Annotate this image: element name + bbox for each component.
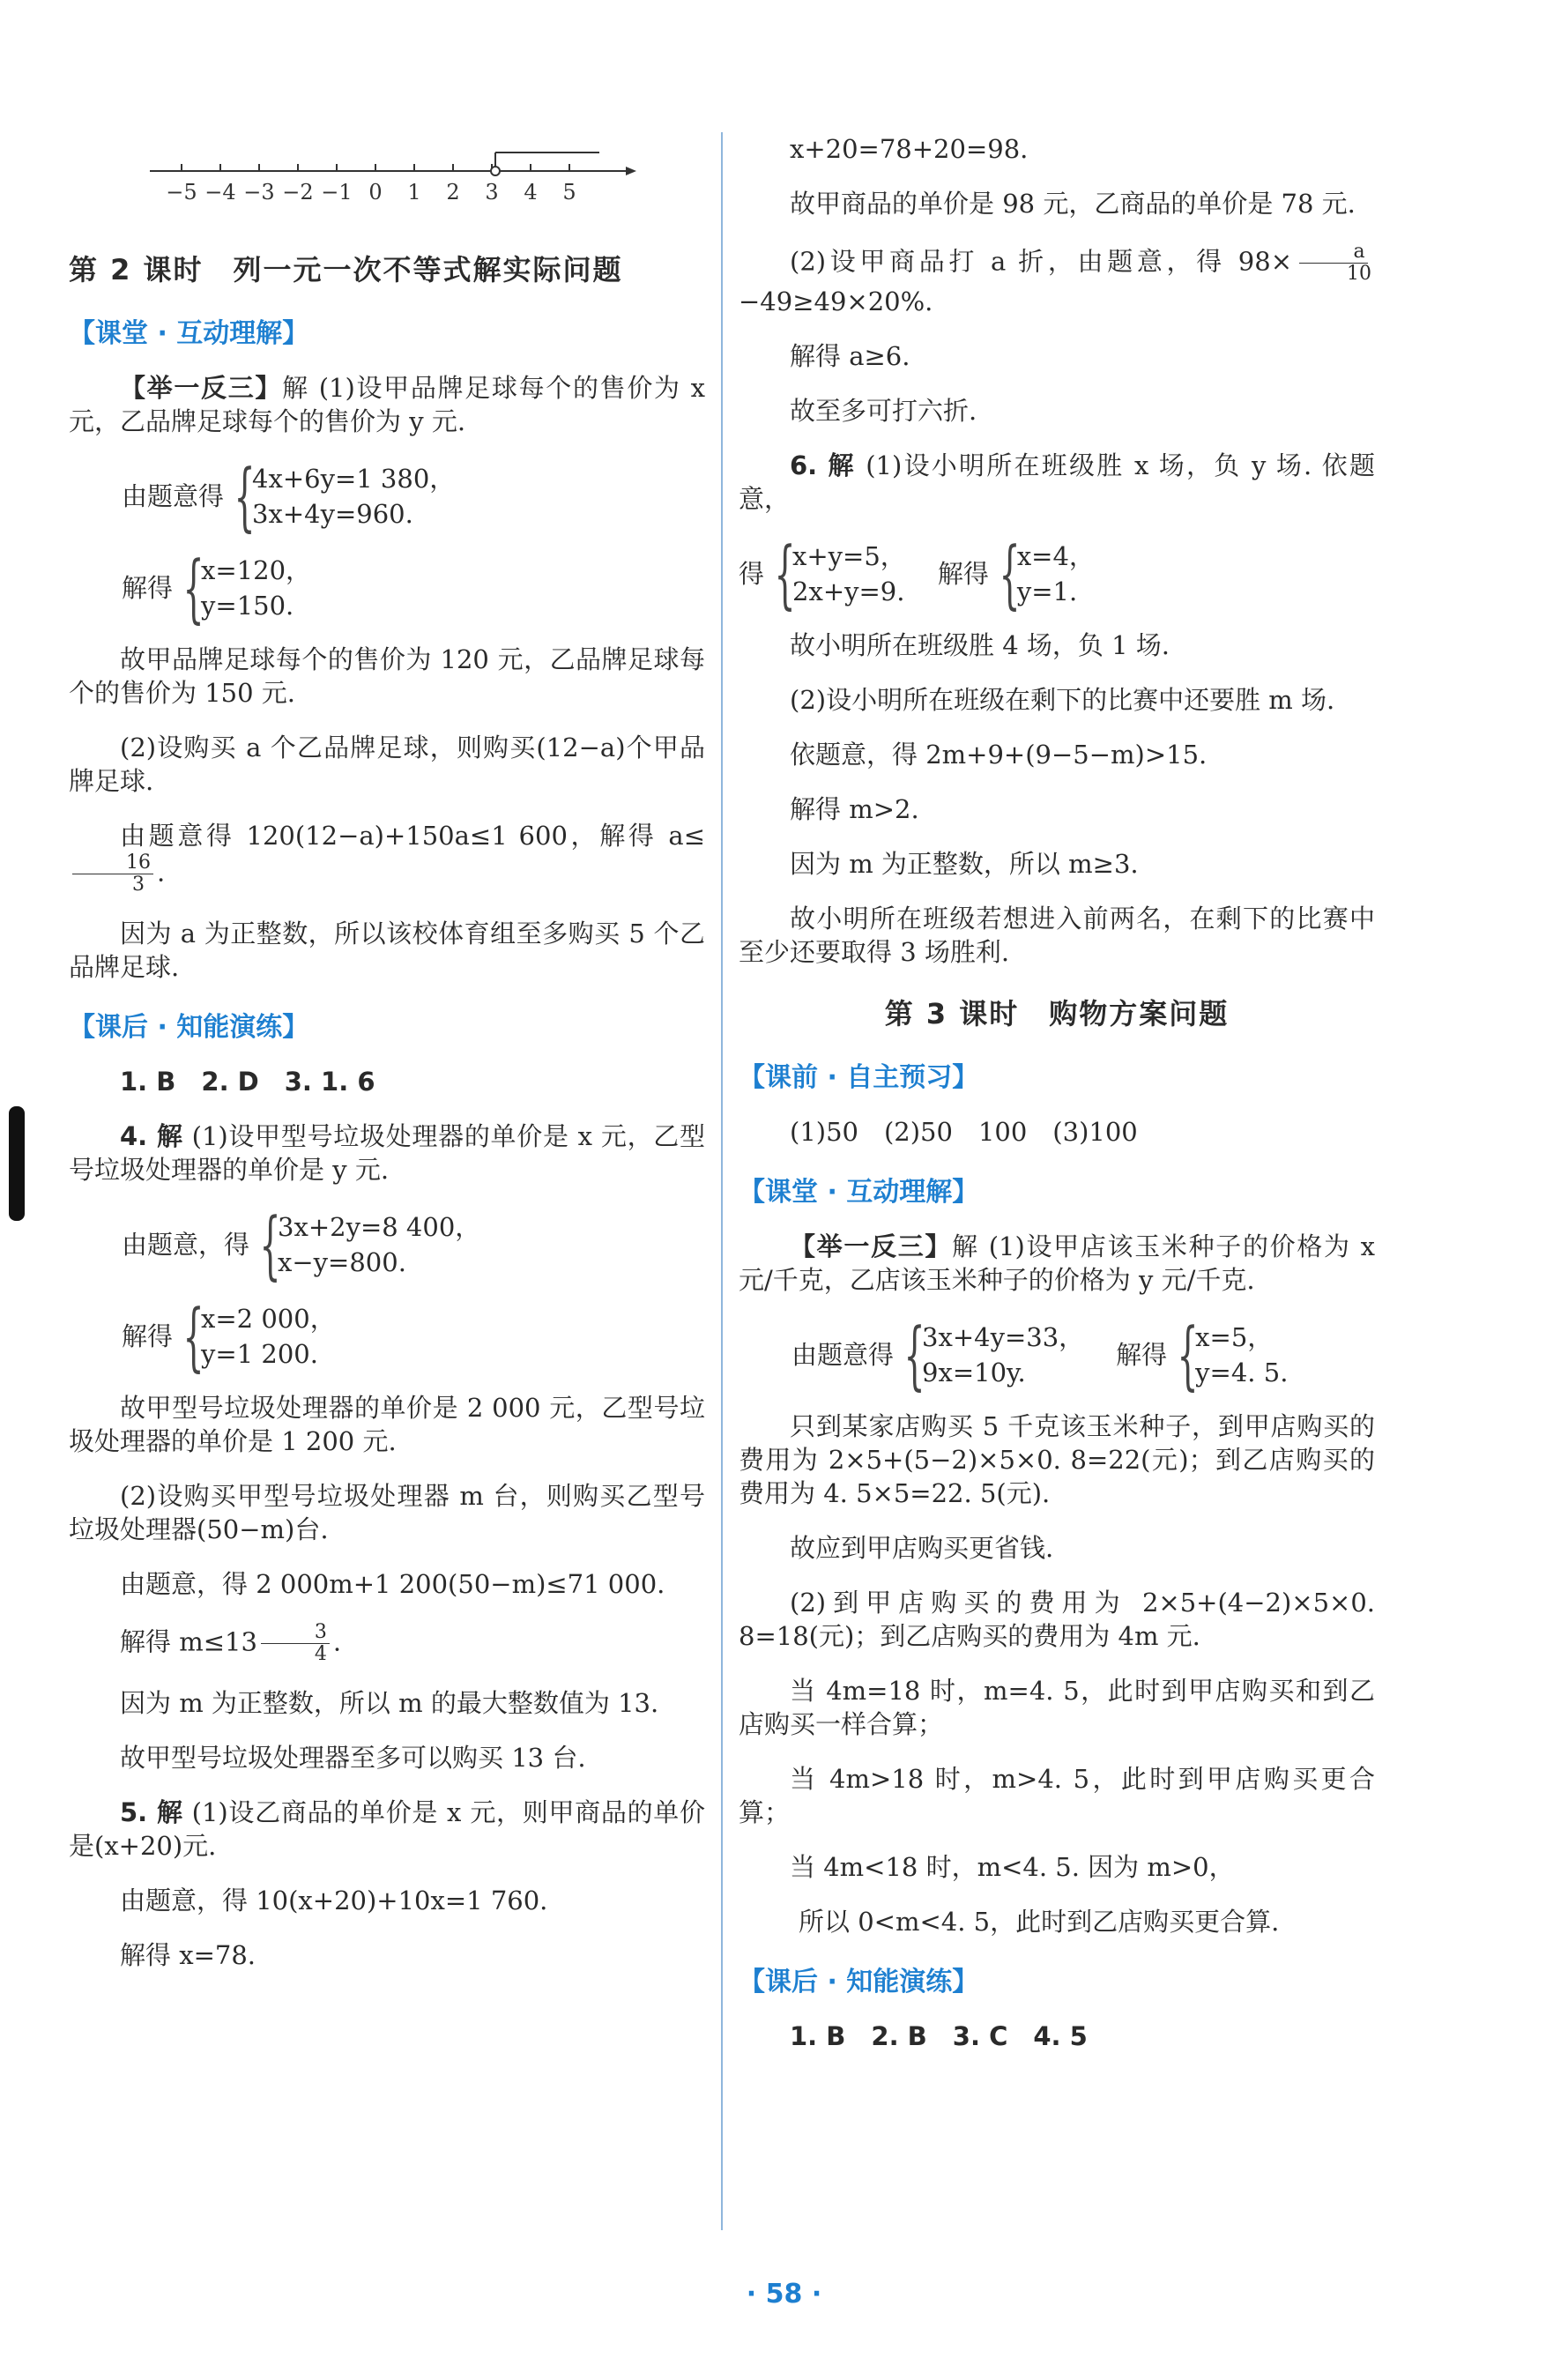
paragraph: 当 4m>18 时，m>4. 5，此时到甲店购买更合算；	[739, 1764, 1375, 1827]
equation: y=4. 5.	[1195, 1358, 1289, 1387]
equation: x=4，	[1016, 541, 1095, 571]
question-text: (1)设乙商品的单价是 x 元，则甲商品的单价是(x+20)元.	[69, 1797, 705, 1861]
example-paragraph	[739, 1230, 1375, 1297]
section-heading-preview: 【课前 · 自主预习】	[739, 1062, 979, 1093]
number-line-label: 0	[368, 180, 383, 205]
preview-answers: (1)50 (2)50 100 (3)100	[790, 1117, 1138, 1147]
example-text: 解 (1)设甲店该玉米种子的价格为 x 元/千克，乙店该玉米种子的价格为 y 元/千克.	[739, 1231, 1375, 1295]
paragraph: 所以 0<m<4. 5，此时到乙店购买更合算.	[799, 1907, 1280, 1937]
equation-system-pair	[791, 1312, 1375, 1398]
question-label: 5. 解	[120, 1797, 183, 1827]
example-text: 解 (1)设甲品牌足球每个的售价为 x 元，乙品牌足球每个的售价为 y 元.	[69, 373, 705, 436]
paragraph: 解得 a≥6.	[790, 341, 910, 371]
number-line-label: −2	[282, 180, 314, 205]
equation: 2x+y=9.	[792, 576, 905, 606]
number-line-label: −1	[321, 180, 353, 205]
example-tag: 【举一反三】	[790, 1231, 953, 1261]
number-line-label: −5	[166, 180, 197, 205]
brace-icon: {	[234, 453, 256, 539]
denominator: 3	[132, 874, 145, 896]
paragraph: 由题意，得 10(x+20)+10x=1 760.	[120, 1886, 548, 1915]
inequality-text: (2)设甲商品打 a 折，由题意，得 98×	[790, 246, 1292, 277]
equation: y=1 200.	[201, 1339, 318, 1369]
example-paragraph	[69, 371, 705, 438]
paragraph: (2)设购买甲型号垃圾处理器 m 台，则购买乙型号垃圾处理器(50−m)台.	[69, 1481, 705, 1544]
paragraph	[69, 819, 705, 896]
equation: 9x=10y.	[922, 1358, 1026, 1387]
inequality-text: −49≥49×20%.	[739, 286, 933, 316]
period: .	[157, 857, 166, 888]
system-label: 解得	[937, 559, 989, 589]
page-number: · 58 ·	[746, 2279, 822, 2310]
section-heading-after-class: 【课后 · 知能演练】	[739, 1967, 979, 1997]
paragraph	[69, 1622, 705, 1665]
question-text: (1)设甲型号垃圾处理器的单价是 x 元，乙型号垃圾处理器的单价是 y 元.	[69, 1121, 705, 1185]
brace-icon: {	[774, 531, 796, 617]
equation: x=5，	[1195, 1322, 1274, 1352]
equation-system	[122, 453, 705, 539]
paragraph: 故至多可打六折.	[790, 396, 977, 426]
section-heading-classroom: 【课堂 · 互动理解】	[739, 1177, 979, 1208]
equation: 3x+4y=33，	[922, 1322, 1085, 1352]
paragraph: (2)设小明所在班级在剩下的比赛中还要胜 m 场.	[790, 685, 1335, 715]
paragraph: 解得 x=78.	[120, 1940, 256, 1970]
denominator: 10	[1347, 263, 1371, 285]
period: .	[332, 1626, 342, 1657]
system-label: 由题意得	[122, 481, 225, 511]
number-line	[150, 150, 643, 212]
brace-icon: {	[903, 1312, 925, 1398]
paragraph: 依题意，得 2m+9+(9−5−m)>15.	[790, 740, 1208, 770]
system-label: 得	[739, 559, 765, 589]
system-label: 解得	[1116, 1340, 1168, 1370]
equation: y=150.	[201, 591, 294, 621]
paragraph: (2)设购买 a 个乙品牌足球，则购买(12−a)个甲品牌足球.	[69, 733, 705, 796]
paragraph: (2)到甲店购买的费用为 2×5+(4−2)×5×0. 8=18(元)；到乙店购买的费用为 4m 元.	[739, 1588, 1375, 1651]
fraction	[261, 1622, 330, 1665]
equation: x+y=5，	[792, 541, 906, 571]
number-line-label: 4	[524, 180, 538, 205]
paragraph: 因为 a 为正整数，所以该校体育组至多购买 5 个乙品牌足球.	[69, 919, 705, 982]
inequality-text: 解得 m≤13	[120, 1626, 257, 1657]
system-label: 由题意，得	[122, 1230, 250, 1260]
column-divider	[721, 132, 723, 2230]
numerator: 3	[261, 1622, 330, 1644]
system-label: 由题意得	[791, 1340, 895, 1370]
equation: 3x+2y=8 400，	[278, 1212, 481, 1242]
equation-system	[122, 545, 705, 631]
right-column	[739, 132, 1375, 2074]
paragraph: 当 4m<18 时，m<4. 5. 因为 m>0，	[790, 1852, 1235, 1882]
brace-icon: {	[1177, 1312, 1199, 1398]
brace-icon: {	[182, 545, 204, 631]
question-5-paragraph	[69, 1796, 705, 1863]
lesson-title-2: 第 2 课时 列一元一次不等式解实际问题	[69, 253, 623, 286]
paragraph: 故甲型号垃圾处理器至多可以购买 13 台.	[120, 1743, 586, 1773]
question-4-paragraph	[69, 1119, 705, 1186]
paragraph: x+20=78+20=98.	[790, 134, 1029, 164]
scan-mark	[9, 1106, 25, 1221]
paragraph: 故甲商品的单价是 98 元，乙商品的单价是 78 元.	[790, 189, 1356, 219]
brace-icon: {	[259, 1201, 281, 1288]
fraction	[72, 852, 153, 896]
paragraph	[739, 242, 1375, 318]
paragraph: 故小明所在班级胜 4 场，负 1 场.	[790, 630, 1170, 660]
paragraph: 解得 m>2.	[790, 794, 919, 824]
system-label: 解得	[122, 573, 174, 603]
answer-list: 1. B 2. D 3. 1. 6	[120, 1067, 375, 1097]
question-label: 4. 解	[120, 1121, 183, 1151]
question-text: (1)设小明所在班级胜 x 场，负 y 场. 依题意，	[739, 450, 1375, 514]
equation: x=120，	[201, 555, 312, 585]
section-heading-classroom: 【课堂 · 互动理解】	[69, 318, 309, 349]
paragraph: 由题意，得 2 000m+1 200(50−m)≤71 000.	[120, 1569, 665, 1599]
question-6-paragraph	[739, 449, 1375, 516]
left-column	[69, 225, 705, 1993]
inequality-text: 由题意得 120(12−a)+150a≤1 600，解得 a≤	[120, 821, 705, 851]
question-label: 6. 解	[790, 450, 856, 480]
brace-icon: {	[182, 1293, 204, 1380]
example-tag: 【举一反三】	[120, 373, 283, 403]
numerator: 16	[72, 852, 153, 874]
system-label: 解得	[122, 1321, 174, 1351]
number-line-label: 3	[485, 180, 499, 205]
answer-list: 1. B 2. B 3. C 4. 5	[790, 2021, 1088, 2051]
section-heading-after-class: 【课后 · 知能演练】	[69, 1012, 309, 1043]
paragraph: 只到某家店购买 5 千克该玉米种子，到甲店购买的费用为 2×5+(5−2)×5×0. 8=22(元)；到乙店购买的费用为 4. 5×5=22. 5(元).	[739, 1411, 1375, 1508]
equation: y=1.	[1016, 576, 1078, 606]
lesson-title-3: 第 3 课时 购物方案问题	[884, 997, 1230, 1030]
fraction	[1296, 242, 1371, 285]
paragraph: 故应到甲店购买更省钱.	[790, 1533, 1054, 1563]
paragraph: 故甲品牌足球每个的售价为 120 元，乙品牌足球每个的售价为 150 元.	[69, 644, 705, 708]
equation: x=2 000，	[201, 1304, 336, 1334]
denominator: 4	[314, 1643, 327, 1665]
equation: 3x+4y=960.	[252, 499, 413, 529]
number-line-label: −3	[243, 180, 275, 205]
number-line-label: 5	[562, 180, 576, 205]
number-line-label: 2	[446, 180, 460, 205]
number-line-label: −4	[204, 180, 236, 205]
paragraph: 当 4m=18 时，m=4. 5，此时到甲店购买和到乙店购买一样合算；	[739, 1676, 1375, 1739]
equation: x−y=800.	[278, 1247, 406, 1277]
equation-system	[122, 1201, 705, 1288]
brace-icon: {	[999, 531, 1021, 617]
paragraph: 因为 m 为正整数，所以 m≥3.	[790, 849, 1139, 879]
paragraph: 因为 m 为正整数，所以 m 的最大整数值为 13.	[120, 1688, 659, 1718]
paragraph: 故甲型号垃圾处理器的单价是 2 000 元，乙型号垃圾处理器的单价是 1 200 元.	[69, 1393, 705, 1456]
equation-system-pair	[739, 531, 1375, 617]
number-line-label: 1	[407, 180, 421, 205]
numerator: a	[1299, 242, 1367, 264]
paragraph: 故小明所在班级若想进入前两名，在剩下的比赛中至少还要取得 3 场胜利.	[739, 904, 1375, 967]
equation: 4x+6y=1 380，	[252, 464, 456, 494]
equation-system	[122, 1293, 705, 1380]
